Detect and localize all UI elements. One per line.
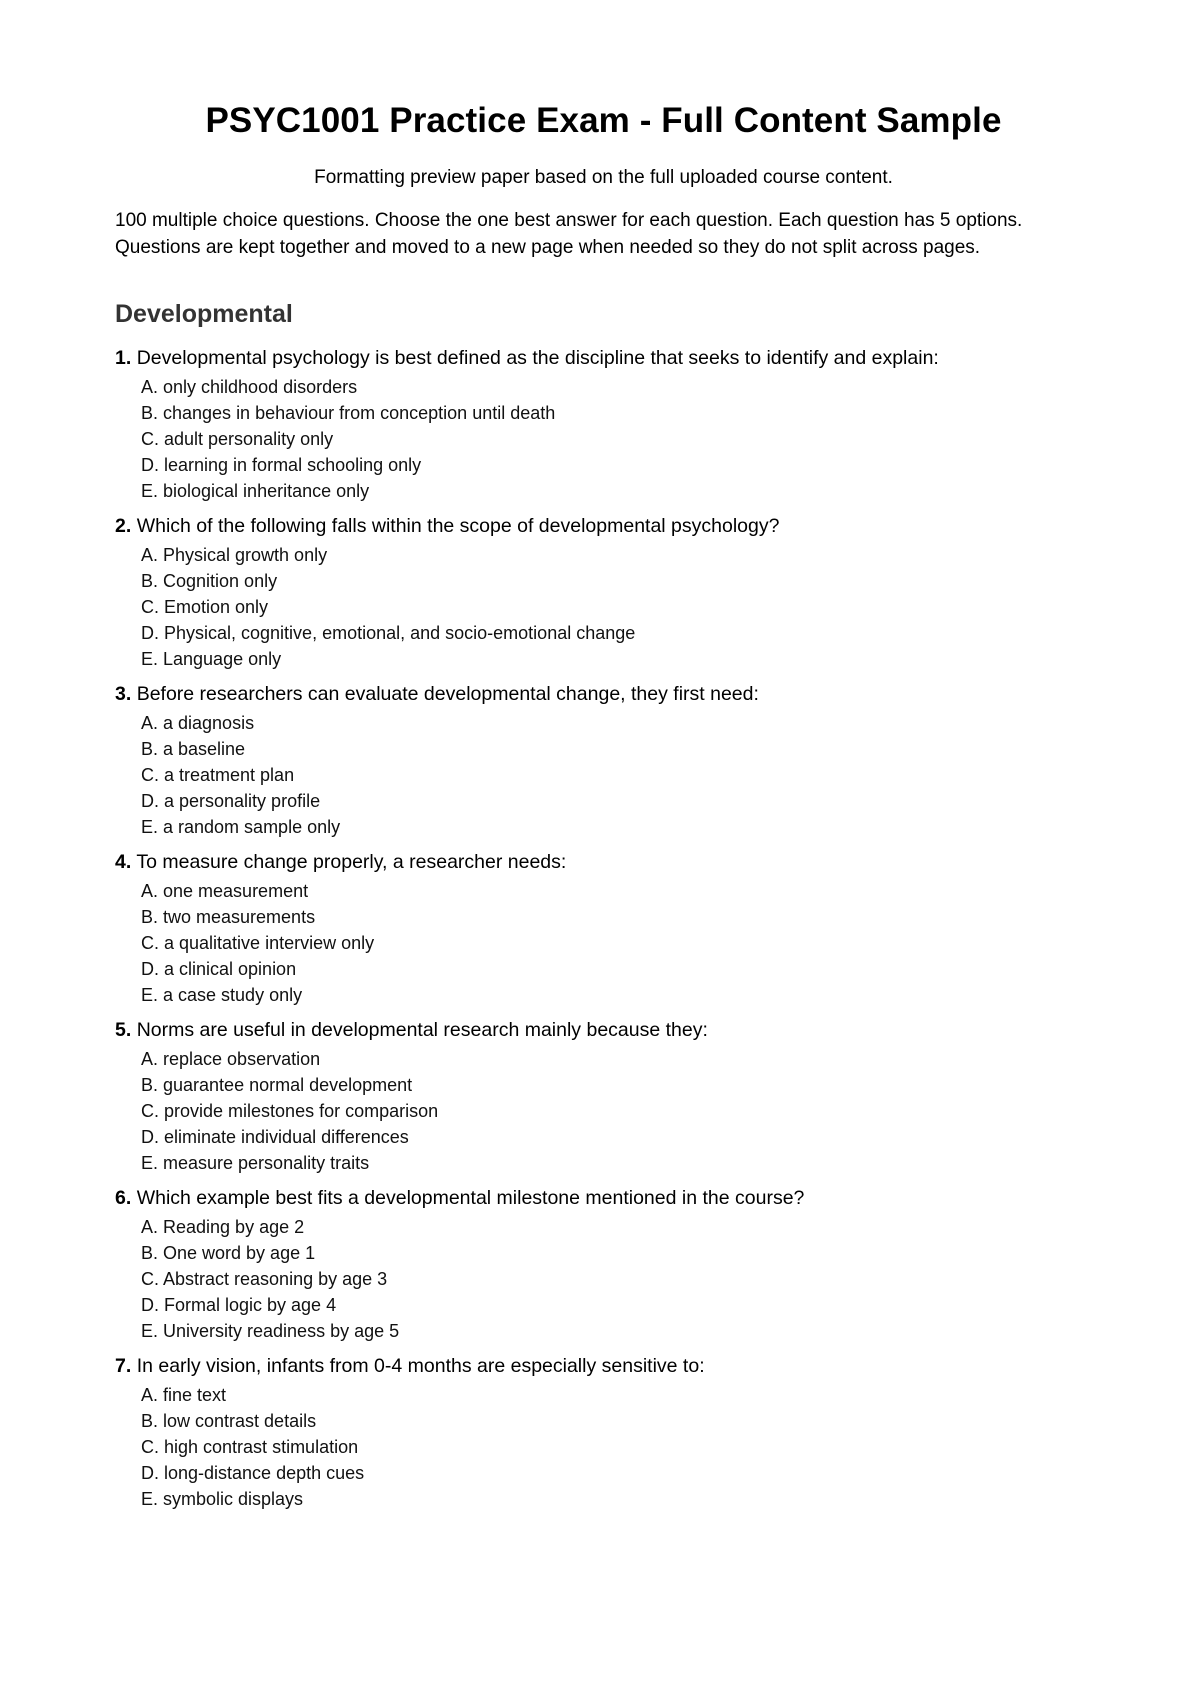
answer-option: D. long-distance depth cues bbox=[141, 1462, 365, 1483]
question-text: Norms are useful in developmental research mainly because they: bbox=[136, 1018, 708, 1041]
answer-option: E. a random sample only bbox=[141, 816, 341, 837]
answer-option: D. eliminate individual differences bbox=[141, 1126, 409, 1147]
question-item bbox=[115, 513, 1092, 672]
answer-option: B. two measurements bbox=[141, 906, 316, 927]
question-item bbox=[115, 849, 1092, 1008]
answer-option: A. only childhood disorders bbox=[141, 376, 358, 397]
exam-instructions: 100 multiple choice questions. Choose the one best answer for each question. Each question has 5 options. Questions are kept together and moved to a new page when needed so they do not split across pages. bbox=[115, 209, 1023, 258]
question-text: To measure change properly, a researcher needs: bbox=[136, 850, 567, 873]
answer-option: C. high contrast stimulation bbox=[141, 1436, 359, 1457]
question-stem bbox=[115, 1185, 1092, 1211]
answer-options bbox=[115, 1214, 1092, 1344]
answer-option: B. Cognition only bbox=[141, 570, 278, 591]
answer-option: E. biological inheritance only bbox=[141, 480, 370, 501]
answer-option: B. One word by age 1 bbox=[141, 1242, 316, 1263]
answer-option: A. fine text bbox=[141, 1384, 227, 1405]
answer-option: C. adult personality only bbox=[141, 428, 334, 449]
answer-option: B. low contrast details bbox=[141, 1410, 317, 1431]
section-heading: Developmental bbox=[115, 299, 293, 328]
answer-option: E. a case study only bbox=[141, 984, 303, 1005]
question-text: Before researchers can evaluate developmental change, they first need: bbox=[136, 682, 759, 705]
answer-option: E. measure personality traits bbox=[141, 1152, 370, 1173]
page-subtitle: Formatting preview paper based on the full uploaded course content. bbox=[314, 167, 893, 188]
question-item bbox=[115, 681, 1092, 840]
question-text: Which example best fits a developmental milestone mentioned in the course? bbox=[136, 1186, 805, 1209]
page-title: PSYC1001 Practice Exam - Full Content Sample bbox=[205, 101, 1002, 140]
answer-option: E. symbolic displays bbox=[141, 1488, 304, 1509]
answer-option: B. guarantee normal development bbox=[141, 1074, 413, 1095]
answer-options bbox=[115, 878, 1092, 1008]
answer-options bbox=[115, 710, 1092, 840]
answer-options bbox=[115, 542, 1092, 672]
question-item bbox=[115, 1017, 1092, 1176]
answer-option: D. a clinical opinion bbox=[141, 958, 297, 979]
question-stem bbox=[115, 1353, 1092, 1379]
answer-option: A. Physical growth only bbox=[141, 544, 328, 565]
answer-option: C. a qualitative interview only bbox=[141, 932, 375, 953]
answer-option: A. replace observation bbox=[141, 1048, 321, 1069]
question-number: 4. bbox=[115, 850, 132, 873]
question-number: 6. bbox=[115, 1186, 132, 1209]
question-item bbox=[115, 345, 1092, 504]
question-number: 2. bbox=[115, 514, 132, 537]
question-text: Developmental psychology is best defined as the discipline that seeks to identify and explain: bbox=[136, 346, 939, 369]
answer-option: D. Physical, cognitive, emotional, and socio-emotional change bbox=[141, 622, 636, 643]
question-item bbox=[115, 1353, 1092, 1512]
answer-option: C. Emotion only bbox=[141, 596, 269, 617]
question-stem bbox=[115, 1017, 1092, 1043]
question-stem bbox=[115, 345, 1092, 371]
answer-option: A. one measurement bbox=[141, 880, 309, 901]
answer-option: C. Abstract reasoning by age 3 bbox=[141, 1268, 388, 1289]
answer-option: B. changes in behaviour from conception until death bbox=[141, 402, 556, 423]
answer-option: C. a treatment plan bbox=[141, 764, 295, 785]
question-stem bbox=[115, 849, 1092, 875]
question-text: In early vision, infants from 0-4 months are especially sensitive to: bbox=[136, 1354, 705, 1377]
question-number: 7. bbox=[115, 1354, 132, 1377]
question-text: Which of the following falls within the scope of developmental psychology? bbox=[136, 514, 780, 537]
answer-option: E. University readiness by age 5 bbox=[141, 1320, 400, 1341]
question-number: 5. bbox=[115, 1018, 132, 1041]
question-stem bbox=[115, 513, 1092, 539]
answer-option: E. Language only bbox=[141, 648, 282, 669]
question-item bbox=[115, 1185, 1092, 1344]
answer-option: A. a diagnosis bbox=[141, 712, 255, 733]
answer-option: C. provide milestones for comparison bbox=[141, 1100, 439, 1121]
answer-option: D. learning in formal schooling only bbox=[141, 454, 422, 475]
question-list bbox=[115, 345, 1092, 1512]
question-number: 3. bbox=[115, 682, 132, 705]
answer-option: A. Reading by age 2 bbox=[141, 1216, 305, 1237]
answer-options bbox=[115, 1382, 1092, 1512]
answer-option: D. Formal logic by age 4 bbox=[141, 1294, 337, 1315]
question-stem bbox=[115, 681, 1092, 707]
answer-option: D. a personality profile bbox=[141, 790, 321, 811]
answer-options bbox=[115, 1046, 1092, 1176]
answer-options bbox=[115, 374, 1092, 504]
question-number: 1. bbox=[115, 346, 132, 369]
answer-option: B. a baseline bbox=[141, 738, 246, 759]
